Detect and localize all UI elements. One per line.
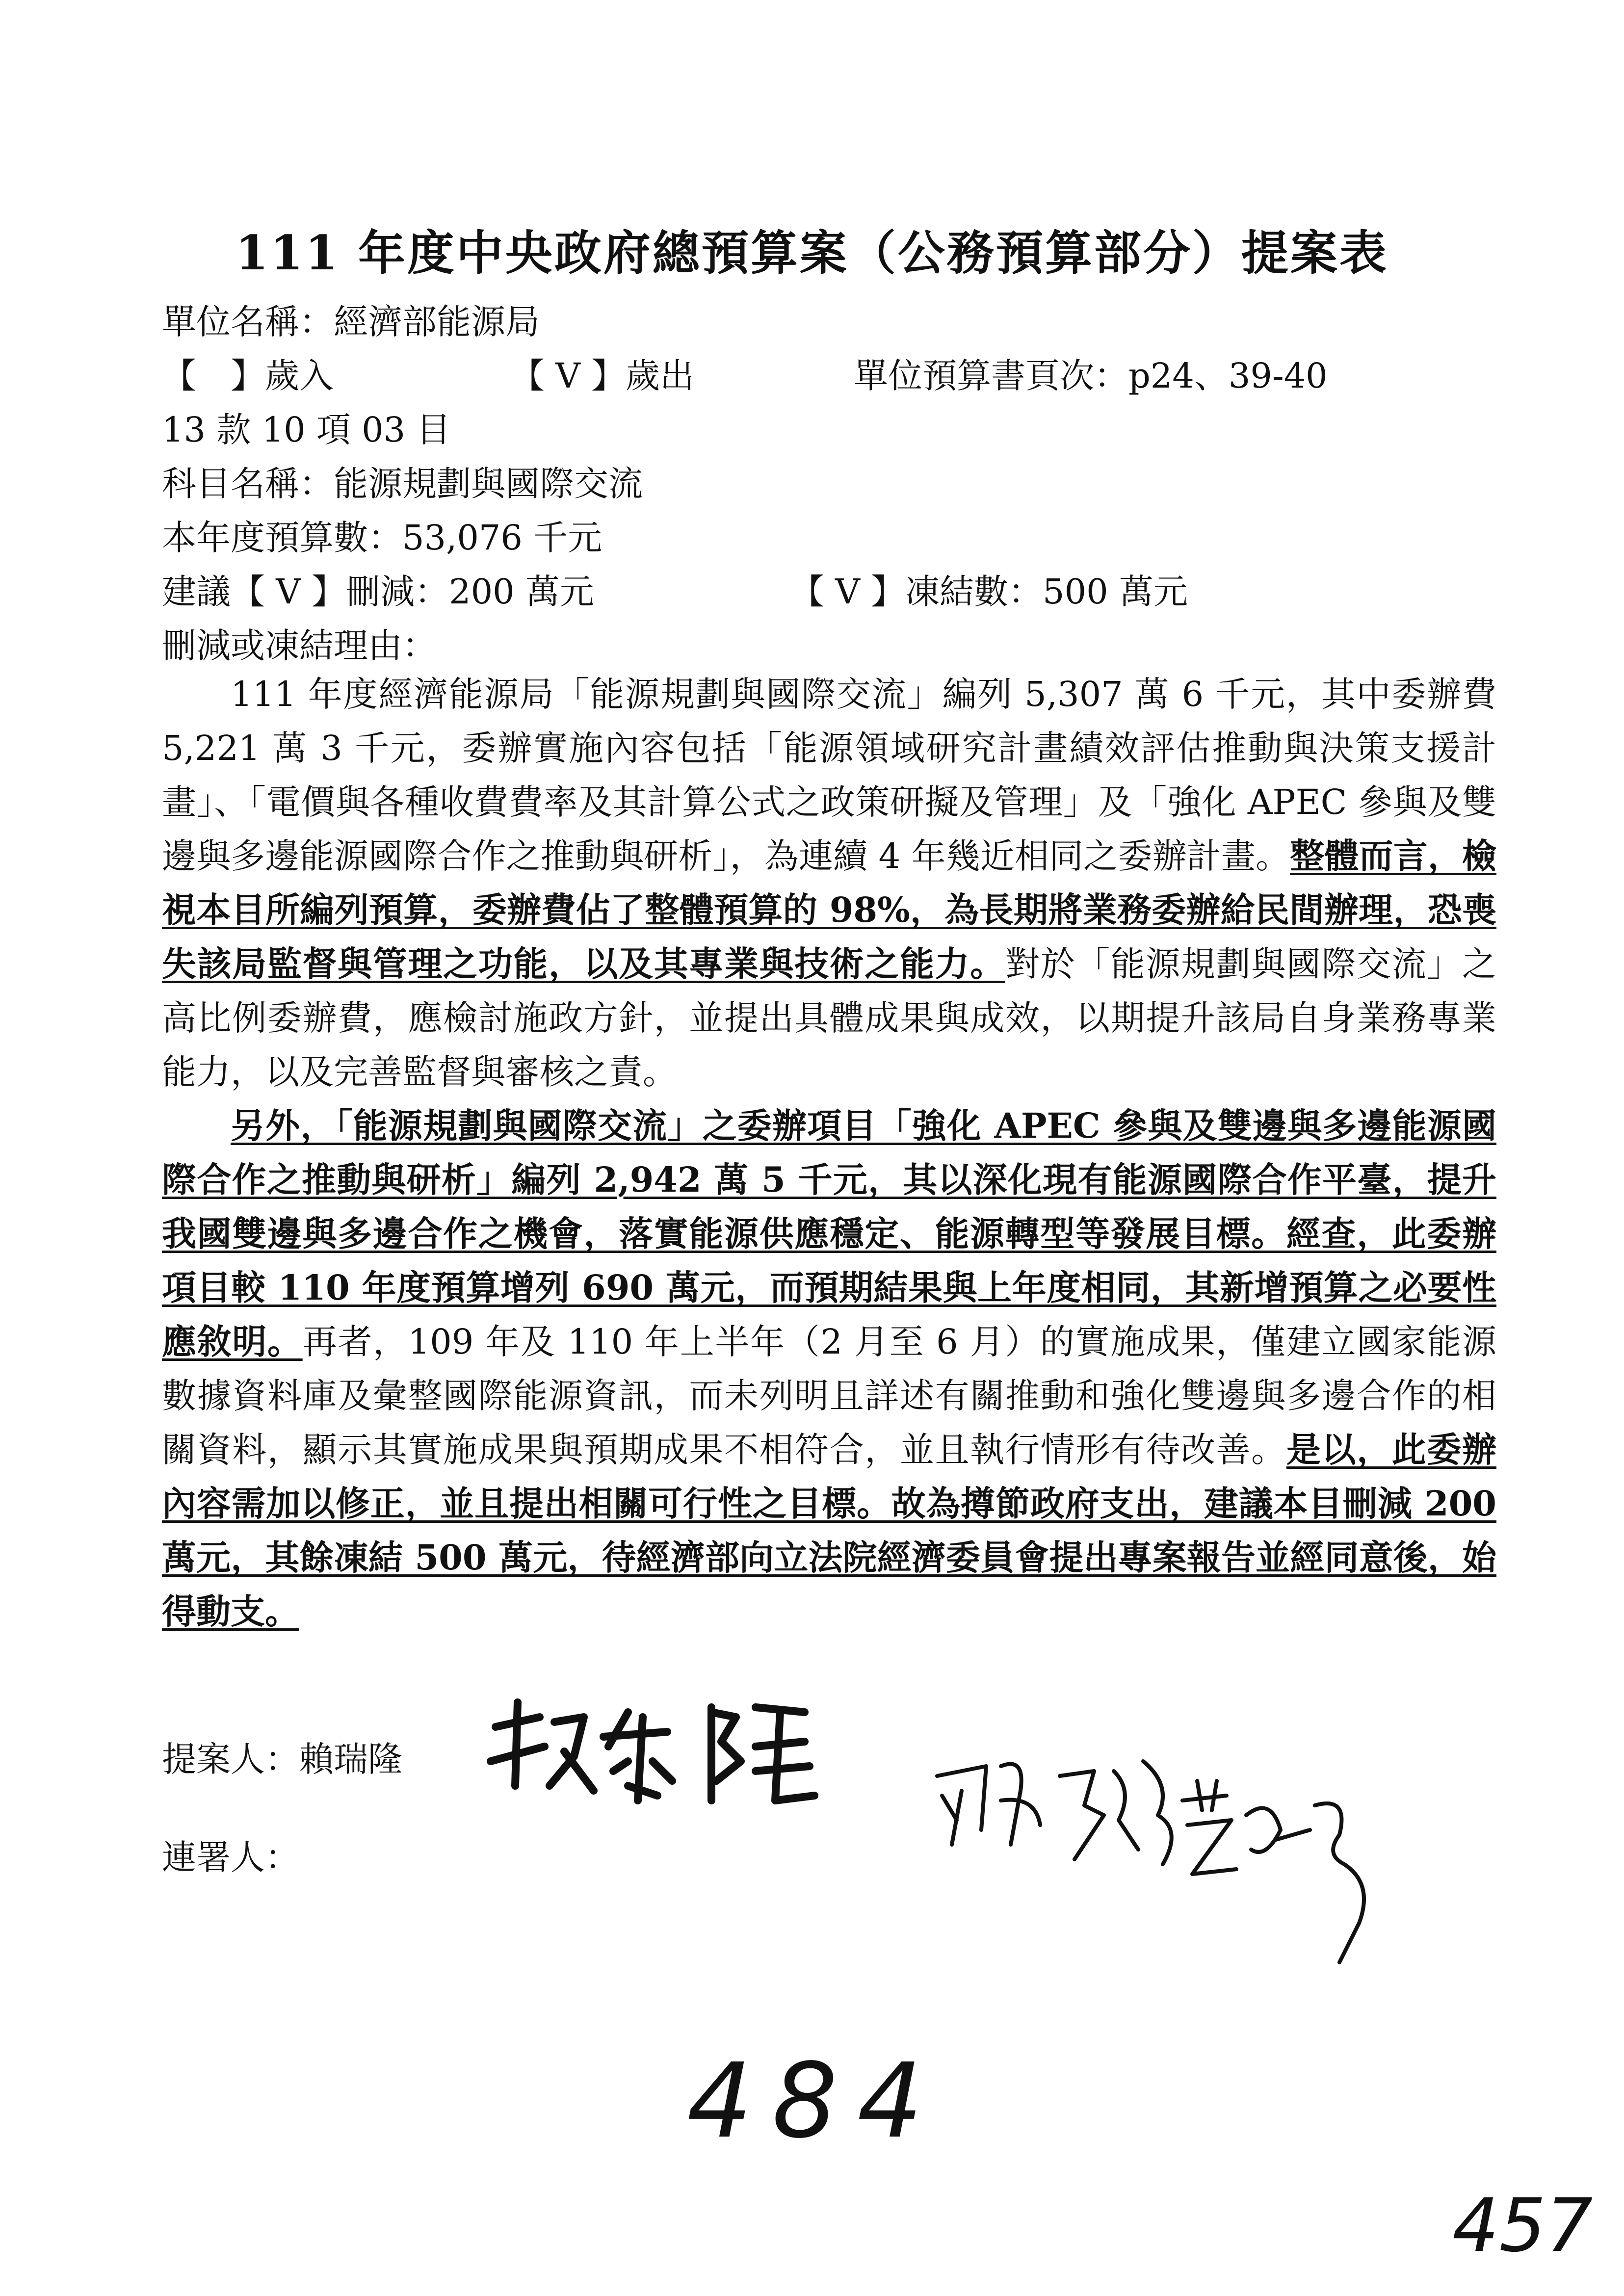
paragraph-1 (162, 667, 1496, 1099)
reason-label: 刪減或凍結理由： (162, 626, 437, 666)
paragraph-2 (162, 1099, 1496, 1639)
budget-pages: 單位預算書頁次：p24、39-40 (854, 356, 1328, 396)
page-number-corner: 457 (1452, 2183, 1593, 2269)
p2-emphasis-a: 另外，「能源規劃與國際交流」之委辦項目「強化 APEC 參與及雙邊與多邊能源國際合作之推動與研析」 (162, 1105, 1496, 1200)
proposal-freeze: 【 V 】凍結數：500 萬元 (790, 572, 1188, 612)
p1-text-c: 對於「能源規劃與國際交流」之高比例委辦費，應檢討施政方針，並提出具體成果與成效，以期提升該局自身業務專業能力，以及完善監督與審核之責。 (162, 944, 1497, 1092)
proposal-cut: 建議【 V 】刪減：200 萬元 (162, 572, 594, 612)
p1-emphasis: 整體而言，檢視本目所編列預算，委辦費佔了整體預算的 98%，為長期將業務委辦給民間辦理，恐喪失該局監督與管理之功能，以及其專業與技術之能力。 (162, 835, 1496, 984)
page-number-handwritten: 484 (687, 2041, 943, 2161)
cosigner-signature-2 (1163, 1766, 1393, 1972)
p2-text-d: 再者，109 年及 110 年上半年（2 月至 6 月）的實施成果，僅建立國家能源數據資料庫及彙整國際能源資訊，而未列明且詳述有關推動和強化雙邊與多邊合作的相關資料，顯示其實施成果與預期成果不相符合，並且執行情形有待改善。 (162, 1322, 1497, 1470)
revenue-checkbox: 【 】歲入 (162, 356, 334, 396)
p2-emphasis-e: 是以，此委辦內容需加以修正，並且提出相關可行性之目標。故為撙節政府支出，建議本目刪減 200 萬元，其餘凍結 500 萬元，待經濟部向立法院經濟委員會提出專案報告並經同意後，始得動支。 (162, 1429, 1496, 1632)
cosigner-label: 連署人： (162, 1837, 299, 1878)
unit-name: 單位名稱：經濟部能源局 (162, 302, 540, 342)
proposer-label: 提案人：賴瑞隆 (162, 1739, 402, 1779)
proposer-signature (481, 1688, 824, 1815)
subject-name: 科目名稱：能源規劃與國際交流 (162, 464, 643, 504)
cosigner-signature-1 (927, 1747, 1202, 1874)
expenditure-checkbox: 【 V 】歲出 (510, 356, 695, 396)
budget-amount: 本年度預算數：53,076 千元 (162, 518, 602, 558)
p2-emphasis-b: 編列 2,942 萬 5 千元， (511, 1159, 903, 1200)
document-title: 111 年度中央政府總預算案（公務預算部分）提案表 (236, 225, 1388, 281)
p1-text-a: 111 年度經濟能源局「能源規劃與國際交流」編列 5,307 萬 6 千元，其中委辦費 5,221 萬 3 千元，委辦實施內容包括「能源領域研究計畫績效評估推動與決策支援計畫」、「電價與各種收費費率及其計算公式之政策研擬及管理」及「強化 APEC 參與及雙邊與多邊能源國際合作之推動與研析」，為連續 4 年幾近相同之委辦計畫。 (162, 674, 1496, 876)
reason-body (162, 667, 1496, 1639)
item-code: 13 款 10 項 03 目 (162, 410, 451, 450)
p2-emphasis-c: 其以深化現有能源國際合作平臺，提升我國雙邊與多邊合作之機會，落實能源供應穩定、能源轉型等發展目標。經查，此委辦項目較 110 年度預算增列 690 萬元，而預期結果與上年度相同，其新增預算之必要性應敘明。 (162, 1159, 1497, 1362)
